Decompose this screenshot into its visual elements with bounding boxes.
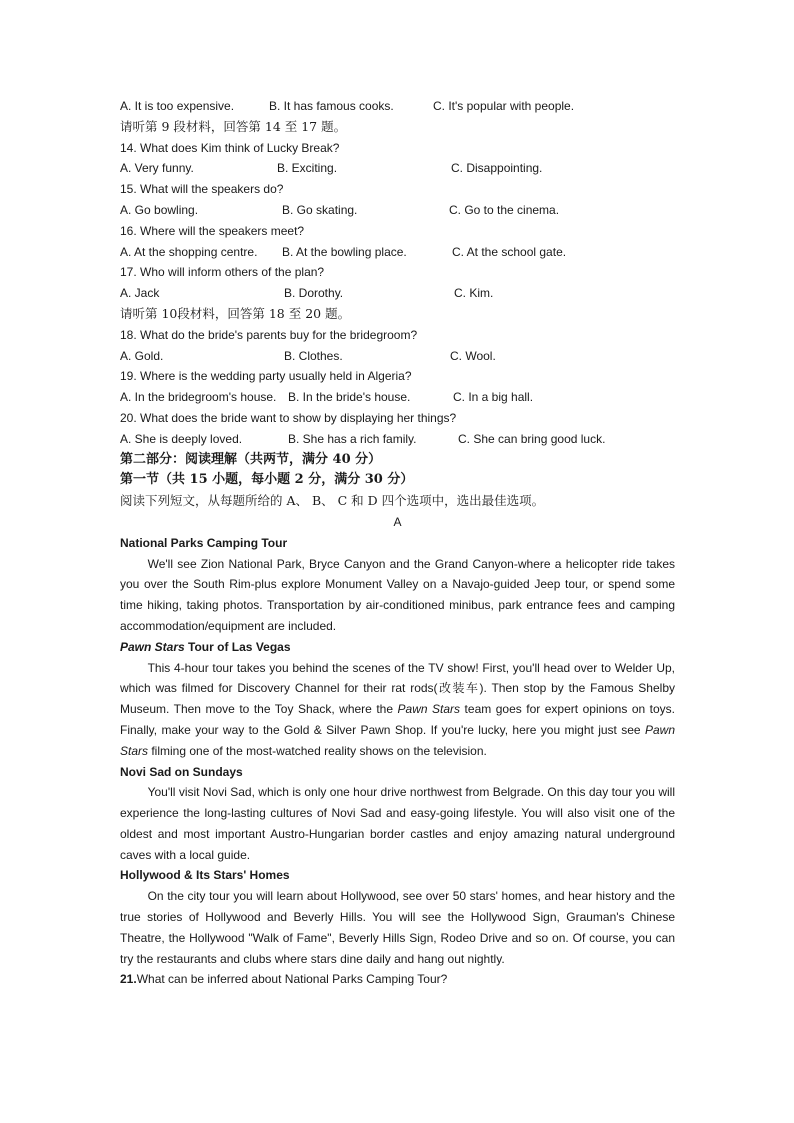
q16-option-a: A. At the shopping centre. — [120, 244, 258, 259]
q19-question: 19. Where is the wedding party usually held in Algeria? — [120, 369, 412, 384]
q18-option-b: B. Clothes. — [284, 348, 343, 363]
q18-question: 18. What do the bride's parents buy for the bridegroom? — [120, 327, 418, 342]
q16-option-c: C. At the school gate. — [452, 244, 567, 259]
reading-instruction: 阅读下列短文，从每题所给的 A、 B、 C 和 D 四个选项中，选出最佳选项。 — [120, 493, 545, 509]
q18-options — [120, 346, 675, 367]
tour-3-text: You'll visit Novi Sad, which is only one hour drive northwest from Belgrade. On this day tour you will experience the long-lasting cultures of Novi Sad and easy-going lifestyle. You will also visit one of the oldest and most important Austro-Hungarian border castles and enjoy amazing natural underground caves with a local guide. — [120, 785, 675, 862]
q21-number: 21. — [120, 972, 137, 987]
q14-question: 14. What does Kim think of Lucky Break? — [120, 140, 340, 155]
q14-options — [120, 158, 675, 179]
section10-instruction: 请听第 10段材料，回答第 18 至 20 题。 — [120, 305, 351, 321]
q13-option-a: A. It is too expensive. — [120, 99, 235, 113]
q17-option-a: A. Jack — [120, 286, 160, 301]
q20-option-b: B. She has a rich family. — [288, 431, 417, 446]
q17-options — [120, 283, 675, 304]
tour-2-text — [120, 658, 675, 762]
tour-4-title: Hollywood & Its Stars' Homes — [120, 868, 290, 883]
q14-option-c: C. Disappointing. — [451, 161, 543, 176]
tour-1-title: National Parks Camping Tour — [120, 535, 288, 550]
q16-question: 16. Where will the speakers meet? — [120, 223, 305, 238]
q15-option-b: B. Go skating. — [282, 202, 358, 217]
tour-1-text: We'll see Zion National Park, Bryce Canyon and the Grand Canyon-where a helicopter ride takes you over the South Rim-plus explore Monument Valley on a Navajo-guided Jeep tour, or spend some time hiking, taking photos. Transportation by air-conditioned minibus, park entrance fees and camping accommodation/equipment are included. — [120, 556, 675, 633]
tour-2-title-rest: Tour of Las Vegas — [184, 639, 291, 654]
q15-question: 15. What will the speakers do? — [120, 182, 284, 197]
q16-options — [120, 242, 675, 263]
tour-3-title: Novi Sad on Sundays — [120, 764, 243, 779]
q21-text: What can be inferred about National Parks Camping Tour? — [136, 972, 448, 987]
tour-2-title — [120, 637, 675, 658]
q17-option-b: B. Dorothy. — [284, 286, 344, 301]
reading-section-heading: 第一节（共 15 小题，每小题 2 分，满分 30 分） — [120, 472, 414, 488]
tour-2-text-part-1: This 4-hour tour takes you behind the scenes of the TV show! First, you'll head over to Welder Up, which was filmed for Discovery Channel for their rat rods(改装车). Then stop by the Famous Shelby Museum. Then move to the Toy Shack, where the — [120, 660, 675, 717]
exam-page — [120, 96, 675, 990]
q19-option-c: C. In a big hall. — [453, 390, 534, 405]
q14-option-b: B. Exciting. — [277, 161, 338, 176]
q16-option-b: B. At the bowling place. — [282, 244, 407, 259]
q17-option-c: C. Kim. — [454, 286, 494, 301]
q13-option-c: C. It's popular with people. — [433, 99, 575, 113]
q14-option-a: A. Very funny. — [120, 161, 194, 176]
tour-2-text-italic-2: Pawn Stars — [120, 722, 675, 758]
q17-question: 17. Who will inform others of the plan? — [120, 265, 325, 280]
q20-options — [120, 429, 675, 450]
reading-part-heading: 第二部分：阅读理解（共两节，满分 40 分） — [120, 451, 382, 467]
q15-option-c: C. Go to the cinema. — [449, 202, 560, 217]
q18-option-c: C. Wool. — [450, 348, 496, 363]
tour-2-text-part-3: filming one of the most-watched reality shows on the television. — [148, 743, 487, 758]
tour-4-text: On the city tour you will learn about Hollywood, see over 50 stars' homes, and hear history and the true stories of Hollywood and Beverly Hills. You will see the Hollywood Sign, Grauman's Chinese Theatre, the Hollywood "Walk of Fame", Beverly Hills Sign, Rodeo Drive and so on. Of course, you can try the restaurants and clubs where stars dine daily and hang out nightly. — [120, 889, 675, 966]
q13-options — [120, 96, 675, 117]
tour-2-title-italic: Pawn Stars — [120, 639, 185, 654]
passage-label: A — [393, 514, 402, 529]
q15-option-a: A. Go bowling. — [120, 202, 199, 217]
q20-question: 20. What does the bride want to show by displaying her things? — [120, 410, 457, 425]
q21-question — [120, 969, 675, 990]
tour-2-text-part-2: team goes for expert opinions on toys. Finally, make your way to the Gold & Silver Pawn Shop. If you're lucky, here you might just see — [120, 702, 676, 737]
q19-options — [120, 387, 675, 408]
q20-option-a: A. She is deeply loved. — [120, 431, 243, 446]
q19-option-a: A. In the bridegroom's house. — [120, 390, 277, 405]
section9-instruction: 请听第 9 段材料，回答第 14 至 17 题。 — [120, 118, 347, 134]
tour-2-text-italic-1: Pawn Stars — [397, 702, 461, 717]
q18-option-a: A. Gold. — [120, 348, 164, 363]
q20-option-c: C. She can bring good luck. — [458, 431, 606, 446]
q19-option-b: B. In the bride's house. — [288, 390, 411, 405]
q15-options — [120, 200, 675, 221]
q13-option-b: B. It has famous cooks. — [269, 99, 394, 113]
